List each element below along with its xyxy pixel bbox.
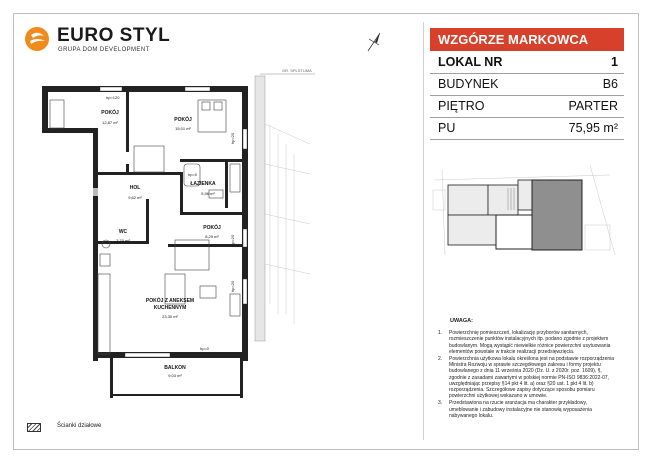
boundary-label: GR. SPLSTUMA: [282, 68, 312, 73]
legend-label: Ścianki działowe: [57, 423, 102, 429]
room-name: POKÓJ: [174, 117, 192, 123]
building-segment: [496, 215, 532, 249]
room-name-line2: KUCHENNYM: [153, 305, 187, 311]
estate-title: WZGÓRZE MARKOWCA: [430, 28, 624, 51]
sill-height: hp=20: [230, 280, 235, 292]
column-divider: [423, 22, 424, 440]
note-item: [438, 330, 616, 355]
brand-name: EURO STYL: [57, 25, 171, 46]
info-row-building: [430, 73, 624, 96]
north-arrow-icon: [362, 30, 386, 54]
room-area: 9,62 m²: [128, 195, 142, 200]
logo-mark-icon: [24, 26, 50, 52]
room-name: ŁAZIENKA: [190, 181, 216, 187]
terrain-strip: [255, 76, 265, 341]
info-value: 75,95 m²: [568, 121, 618, 135]
room-area: 23,30 m²: [162, 314, 178, 319]
floor-plan: [20, 64, 320, 404]
sill-height: hp=120: [106, 95, 120, 100]
room-name: POKÓJ Z ANEKSEM: [145, 298, 195, 304]
room-area: 8,29 m²: [205, 234, 219, 239]
site-plan: [430, 165, 620, 260]
note-text: Powierzchnia użytkowa lokalu określona jest na podstawie rozporządzenia Ministra Rozwoju w sprawie szczegółowego zakresu i formy projektu budowlanego z dnia 11 września 2020 (Dz. U. z 2020r. poz. 1609), §, zgodnie z zasadami zawartymi w polskiej normie PN-ISO 9836:2022-07, uwzględniając przepisy §14 pkt 4 lit. a) oraz §20 ust. 1 pkt 4 lit. b) rozporządzenia. Szczegółowe zapisy dotyczące sposobu pomiaru powierzchni użytkowej wskazano w umowie.: [449, 356, 615, 400]
room-area: 9,03 m²: [168, 373, 182, 378]
info-row-area: [430, 117, 624, 140]
sill-height: hp=20: [230, 234, 235, 246]
notes-title: UWAGA:: [450, 318, 473, 324]
note-number: 2.: [438, 356, 443, 363]
room-area: 12,87 m²: [102, 120, 118, 125]
room-name: BALKON: [164, 365, 186, 371]
note-number: 3.: [438, 400, 443, 407]
info-label: PU: [438, 121, 456, 135]
info-value: PARTER: [568, 99, 618, 113]
highlighted-unit: [532, 180, 582, 250]
info-label: LOKAL NR: [438, 55, 503, 69]
info-row-unit: [430, 51, 624, 74]
notes: [438, 318, 616, 420]
internal-walls: [98, 92, 242, 247]
room-area: 5,96 m²: [201, 191, 215, 196]
note-text: Przedstawiona na rzucie aranżacja ma charakter przykładowy, umeblowanie i zabudowy instalacyjne nie stanowią wyposażenia nabywanego lokalu.: [449, 400, 592, 419]
note-item: [438, 356, 616, 399]
info-row-floor: [430, 95, 624, 118]
sill-height: hp=20: [230, 132, 235, 144]
info-label: BUDYNEK: [438, 77, 499, 91]
info-value: B6: [602, 77, 618, 91]
fence-hatching: [265, 124, 310, 324]
note-text: Powierzchnię pomieszczeń, lokalizację przyborów sanitarnych, rozmieszczenie punktów instalacyjnych itp. podano zgodnie z projektem budowlanym. Mogą wystąpić niewielkie różnice powierzchni usytuowania elementów powstałe w trakcie realizacji przedsięwzięcia.: [449, 330, 611, 355]
sill-height: hp=0: [188, 172, 198, 177]
note-item: [438, 400, 616, 419]
note-number: 1.: [438, 330, 443, 337]
room-name: POKÓJ: [101, 110, 119, 116]
sill-height: hp=0: [200, 346, 210, 351]
room-name: POKÓJ: [203, 225, 221, 231]
room-name: HOL: [129, 185, 141, 191]
room-area: 15,01 m²: [175, 126, 191, 131]
info-label: PIĘTRO: [438, 99, 485, 113]
info-value: 1: [611, 55, 618, 69]
room-area: 3,70 m²: [116, 238, 130, 243]
partition-wall-swatch-icon: [27, 423, 41, 432]
room-name: WC: [118, 229, 128, 235]
brand-subtitle: GRUPA DOM DEVELOPMENT: [58, 47, 150, 53]
